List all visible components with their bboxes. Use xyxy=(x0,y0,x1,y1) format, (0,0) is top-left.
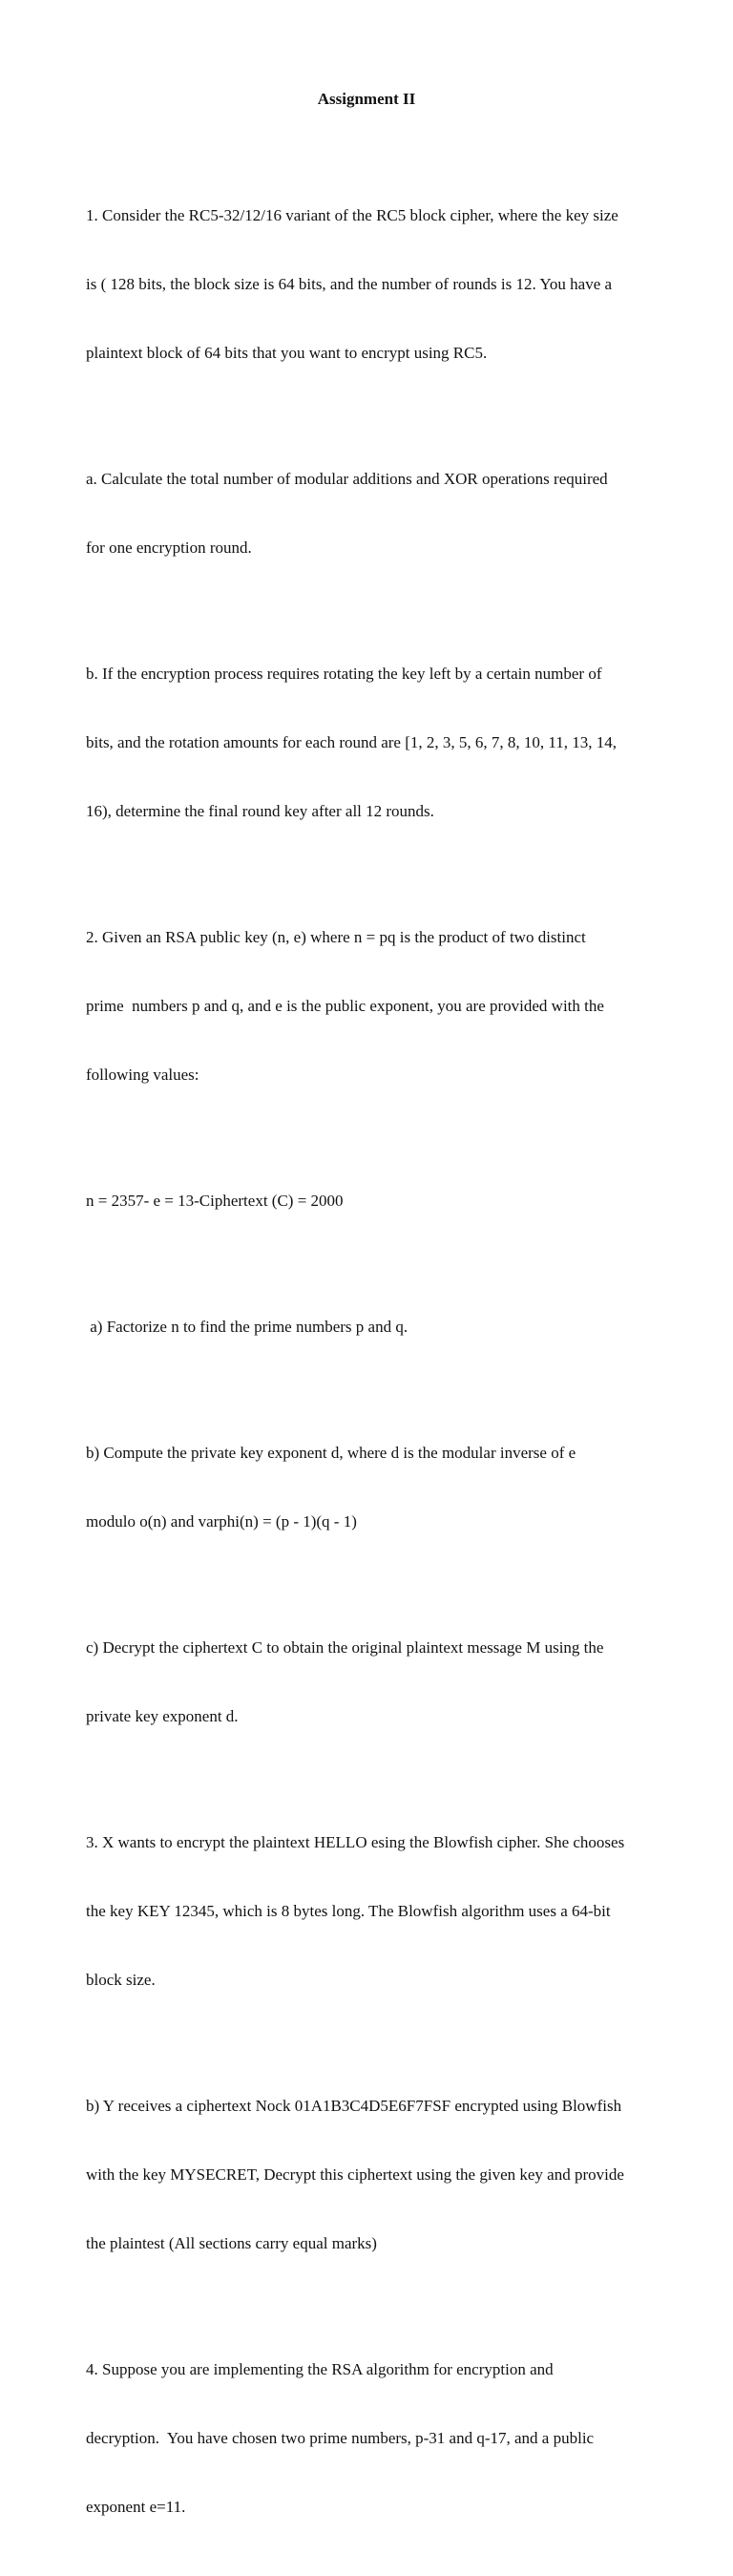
text-line: private key exponent d. xyxy=(86,1707,239,1725)
text-line: plaintext block of 64 bits that you want to encrypt using RC5. xyxy=(86,344,488,362)
text-line: with the key MYSECRET, Decrypt this ciphertext using the given key and provide xyxy=(86,2165,624,2184)
text-line: b) Y receives a ciphertext Nock 01A1B3C4D5E6F7FSF encrypted using Blowfish xyxy=(86,2097,622,2115)
text-line: b. If the encryption process requires rotating the key left by a certain number of xyxy=(86,665,602,683)
text-line: bits, and the rotation amounts for each round are [1, 2, 3, 5, 6, 7, 8, 10, 11, 13, 14, xyxy=(86,733,618,751)
paragraph-q2c xyxy=(86,1591,651,1774)
paragraph-q2b xyxy=(86,1396,651,1579)
text-line: modulo o(n) and varphi(n) = (p - 1)(q - 1) xyxy=(86,1512,357,1531)
text-line: the key KEY 12345, which is 8 bytes long. The Blowfish algorithm uses a 64-bit xyxy=(86,1902,611,1920)
text-line: block size. xyxy=(86,1971,156,1989)
text-line: following values: xyxy=(86,1066,199,1084)
paragraph-q2 xyxy=(86,880,651,1132)
paragraph-q1a xyxy=(86,422,651,605)
text-line: decryption. You have chosen two prime numbers, p-31 and q-17, and a public xyxy=(86,2429,595,2447)
text-line: n = 2357- e = 13-Ciphertext (C) = 2000 xyxy=(86,1192,344,1210)
text-line: 2. Given an RSA public key (n, e) where n = pq is the product of two distinct xyxy=(86,928,586,946)
text-line: is ( 128 bits, the block size is 64 bits, and the number of rounds is 12. You have a xyxy=(86,275,613,293)
text-line: for one encryption round. xyxy=(86,538,252,557)
paragraph-q1b xyxy=(86,617,651,869)
page-title: Assignment II xyxy=(317,90,416,108)
text-line: 1. Consider the RC5-32/12/16 variant of the RC5 block cipher, where the key size xyxy=(86,206,618,224)
text-line: b) Compute the private key exponent d, where d is the modular inverse of e xyxy=(86,1444,576,1462)
paragraph-q2a xyxy=(86,1270,651,1384)
text-line: c) Decrypt the ciphertext C to obtain the original plaintext message M using the xyxy=(86,1638,604,1657)
document-body xyxy=(86,158,651,2576)
text-line: a. Calculate the total number of modular additions and XOR operations required xyxy=(86,470,608,488)
text-line: 16), determine the final round key after all 12 rounds. xyxy=(86,802,434,820)
text-line: a) Factorize n to find the prime numbers p and q. xyxy=(86,1318,408,1336)
text-line: exponent e=11. xyxy=(86,2498,186,2516)
text-line: prime numbers p and q, and e is the public exponent, you are provided with the xyxy=(86,997,604,1015)
paragraph-q4 xyxy=(86,2312,651,2565)
paragraph-q3 xyxy=(86,1785,651,2038)
paragraph-q2-values xyxy=(86,1144,651,1258)
paragraph-q1 xyxy=(86,158,651,411)
text-line: 3. X wants to encrypt the plaintext HELLO esing the Blowfish cipher. She chooses xyxy=(86,1833,625,1851)
paragraph-q3b xyxy=(86,2049,651,2301)
text-line: 4. Suppose you are implementing the RSA algorithm for encryption and xyxy=(86,2360,554,2378)
text-line: the plaintest (All sections carry equal marks) xyxy=(86,2234,377,2252)
